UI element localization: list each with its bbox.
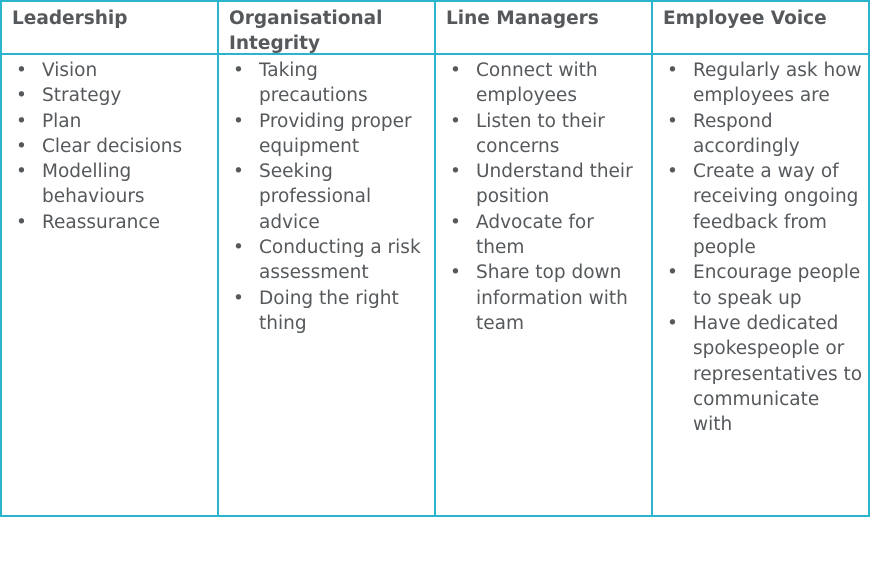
list-item: • Listen to their concerns [448,109,647,160]
list-item: • Taking precautions [231,58,430,109]
list-item: • Strategy [14,83,213,108]
header-line-managers: Line Managers [436,2,653,55]
bullet-list [14,58,213,235]
list-item: • Encourage people to speak up [665,260,864,311]
bullet-list [231,58,430,336]
header-organisational-integrity: Organisational Integrity [219,2,436,55]
list-item: • Providing proper equipment [231,109,430,160]
list-item: • Modelling behaviours [14,159,213,210]
list-item: • Connect with employees [448,58,647,109]
header-employee-voice: Employee Voice [653,2,868,55]
list-item: • Conducting a risk assessment [231,235,430,286]
list-item: • Reassurance [14,210,213,235]
list-item: • Plan [14,109,213,134]
column-employee-voice [653,55,868,515]
column-organisational-integrity [219,55,436,515]
list-item: • Respond accordingly [665,109,864,160]
column-leadership [2,55,219,515]
list-item: • Understand their position [448,159,647,210]
list-item: • Seeking professional advice [231,159,430,235]
bullet-list [665,58,864,437]
list-item: • Vision [14,58,213,83]
list-item: • Create a way of receiving ongoing feedback from people [665,159,864,260]
list-item: • Share top down information with team [448,260,647,336]
header-leadership: Leadership [2,2,219,55]
list-item: • Advocate for them [448,210,647,261]
list-item: • Regularly ask how employees are [665,58,864,109]
list-item: • Doing the right thing [231,286,430,337]
list-item: • Clear decisions [14,134,213,159]
bullet-list [448,58,647,336]
column-line-managers [436,55,653,515]
list-item: • Have dedicated spokespeople or representatives to communicate with [665,311,864,437]
